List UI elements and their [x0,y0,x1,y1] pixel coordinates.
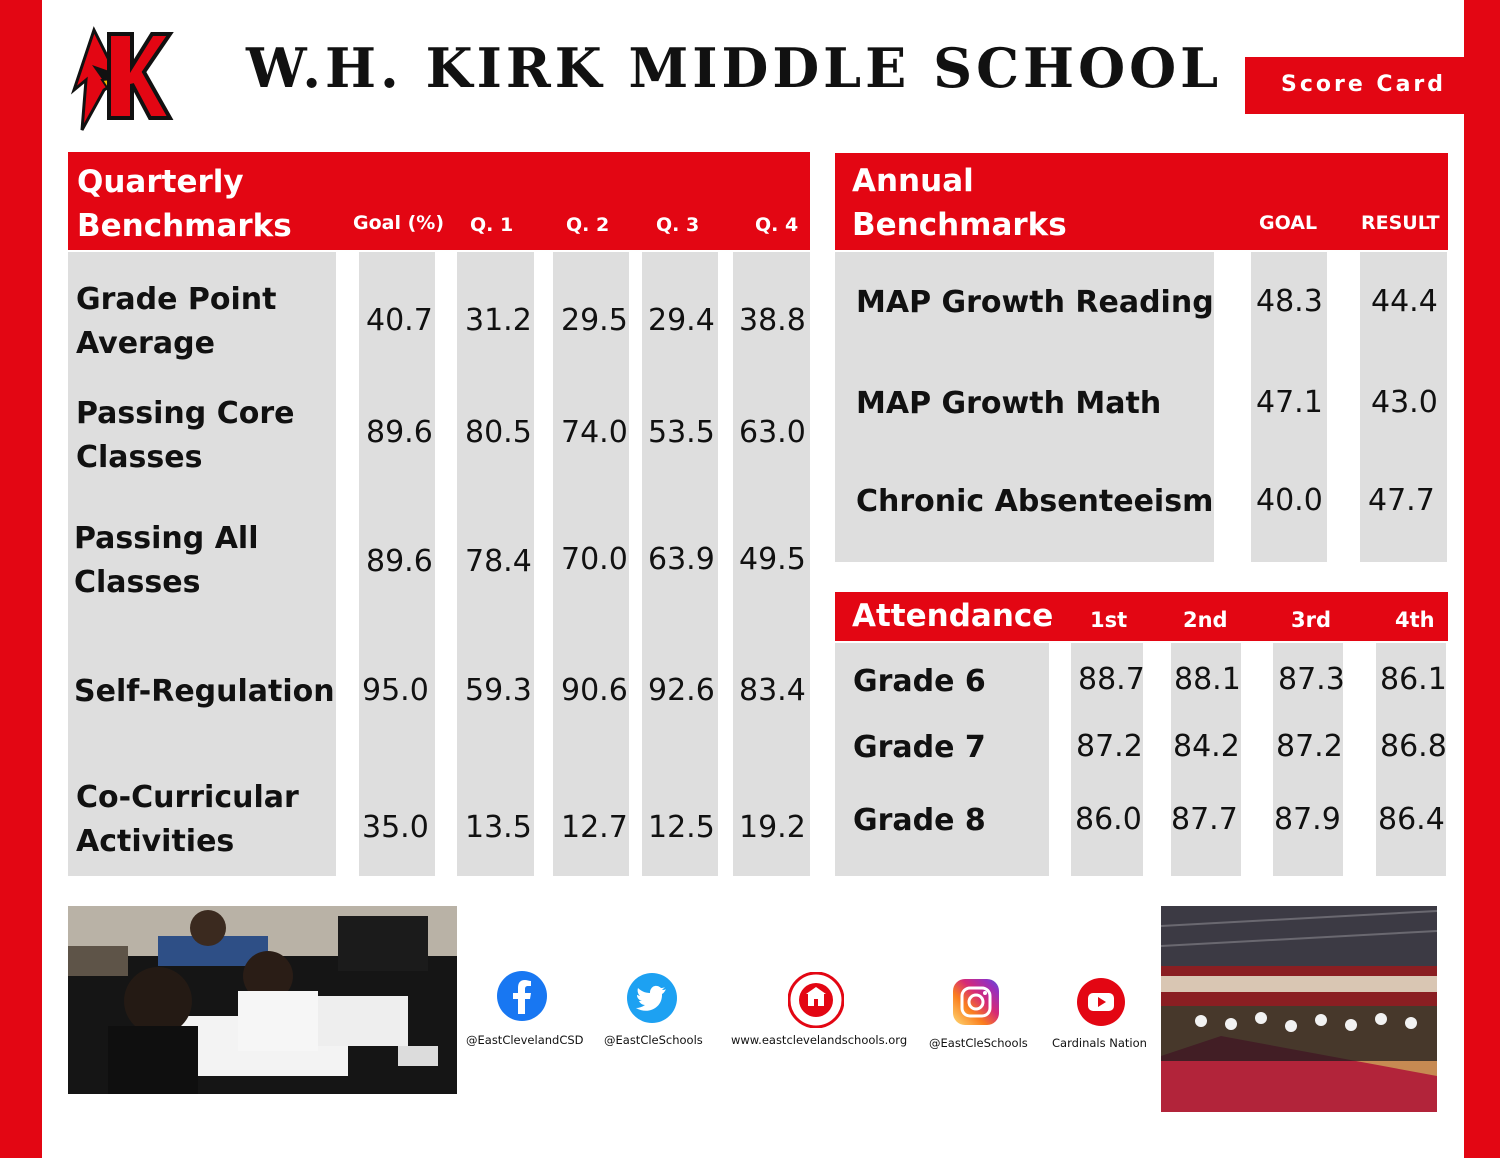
attendance-value: 87.7 [1171,802,1238,837]
attendance-value: 87.2 [1076,729,1143,764]
attendance-value: 86.4 [1378,802,1445,837]
attendance-col-1st: 1st [1090,608,1128,632]
quarterly-value: 35.0 [362,810,429,845]
quarterly-row-label: Passing All Classes [74,521,259,600]
quarterly-value: 40.7 [366,303,433,338]
classroom-photo [68,906,457,1094]
attendance-value: 86.0 [1075,802,1142,837]
annual-title-line2: Benchmarks [852,207,1067,243]
quarterly-value: 63.9 [648,542,715,577]
youtube-channel-name[interactable]: Cardinals Nation [1052,1036,1147,1050]
annual-value: 47.7 [1368,483,1435,518]
attendance-value: 87.3 [1278,662,1345,697]
quarterly-value: 90.6 [561,673,628,708]
quarterly-value: 31.2 [465,303,532,338]
score-card-badge: Score Card [1245,57,1500,114]
quarterly-value: 78.4 [465,544,532,579]
quarterly-value: 59.3 [465,673,532,708]
facebook-icon [496,970,548,1022]
quarterly-row-label: Passing Core Classes [76,396,295,475]
quarterly-value: 89.6 [366,544,433,579]
annual-header [835,153,1448,250]
quarterly-value: 89.6 [366,415,433,450]
attendance-value: 88.1 [1174,662,1241,697]
annual-col-goal: GOAL [1259,212,1318,234]
quarterly-value: 92.6 [648,673,715,708]
attendance-col-4th: 4th [1395,608,1435,632]
quarterly-value: 29.4 [648,303,715,338]
quarterly-col-q3: Q. 3 [656,214,700,236]
quarterly-value: 13.5 [465,810,532,845]
quarterly-value: 12.7 [561,810,628,845]
annual-value: 48.3 [1256,284,1323,319]
facebook-handle[interactable]: @EastClevelandCSD [466,1033,584,1047]
quarterly-value: 70.0 [561,542,628,577]
attendance-title: Attendance [852,598,1054,634]
annual-col-result: RESULT [1361,212,1440,234]
quarterly-value: 80.5 [465,415,532,450]
quarterly-value: 12.5 [648,810,715,845]
facebook-link[interactable] [496,970,548,1022]
attendance-col-3rd: 3rd [1291,608,1332,632]
quarterly-header [68,152,810,250]
attendance-header [835,592,1448,641]
annual-title-line1: Annual [852,163,974,199]
school-title: W.H. KIRK MIDDLE SCHOOL [246,36,1223,100]
attendance-value: 84.2 [1173,729,1240,764]
quarterly-col-q2: Q. 2 [566,214,610,236]
quarterly-value: 63.0 [739,415,806,450]
youtube-link[interactable] [1076,977,1126,1027]
attendance-value: 86.1 [1380,662,1447,697]
attendance-row-label: Grade 7 [853,730,986,765]
quarterly-row-label: Self-Regulation [74,674,335,709]
quarterly-value: 19.2 [739,810,806,845]
left-red-border [0,0,42,1158]
annual-row-label: MAP Growth Reading [856,285,1214,320]
attendance-row-label: Grade 8 [853,803,986,838]
quarterly-col-q4: Q. 4 [755,214,799,236]
annual-value: 40.0 [1256,483,1323,518]
quarterly-title-line1: Quarterly [77,164,244,200]
quarterly-value: 49.5 [739,542,806,577]
attendance-value: 88.7 [1078,662,1145,697]
annual-row-label: Chronic Absenteeism [856,484,1214,519]
right-red-border [1464,0,1500,1158]
instagram-icon [952,978,1000,1026]
attendance-value: 87.9 [1274,802,1341,837]
attendance-col-2nd: 2nd [1183,608,1228,632]
quarterly-col-q1: Q. 1 [470,214,514,236]
twitter-icon [626,972,678,1024]
quarterly-value: 53.5 [648,415,715,450]
district-seal-icon [788,972,844,1028]
quarterly-value: 83.4 [739,673,806,708]
attendance-value: 86.8 [1380,729,1447,764]
quarterly-col-goal: Goal (%) [353,212,445,234]
quarterly-value: 74.0 [561,415,628,450]
district-website-link[interactable] [788,972,844,1028]
annual-value: 43.0 [1371,385,1438,420]
annual-value: 47.1 [1256,385,1323,420]
quarterly-value: 29.5 [561,303,628,338]
district-website-url[interactable]: www.eastclevelandschools.org [731,1033,908,1047]
quarterly-title-line2: Benchmarks [77,208,292,244]
attendance-value: 87.2 [1276,729,1343,764]
cardinal-k-logo [64,20,174,140]
quarterly-value: 38.8 [739,303,806,338]
instagram-link[interactable] [952,978,1000,1026]
attendance-row-label: Grade 6 [853,664,986,699]
youtube-icon [1076,977,1126,1027]
quarterly-row-label: Grade Point Average [76,282,277,361]
quarterly-value: 95.0 [362,673,429,708]
twitter-link[interactable] [626,972,678,1024]
instagram-handle[interactable]: @EastCleSchools [929,1036,1028,1050]
gymnasium-photo [1161,906,1437,1112]
annual-row-label: MAP Growth Math [856,386,1162,421]
annual-value: 44.4 [1371,284,1438,319]
twitter-handle[interactable]: @EastCleSchools [604,1033,703,1047]
quarterly-row-label: Co-Curricular Activities [76,780,299,859]
